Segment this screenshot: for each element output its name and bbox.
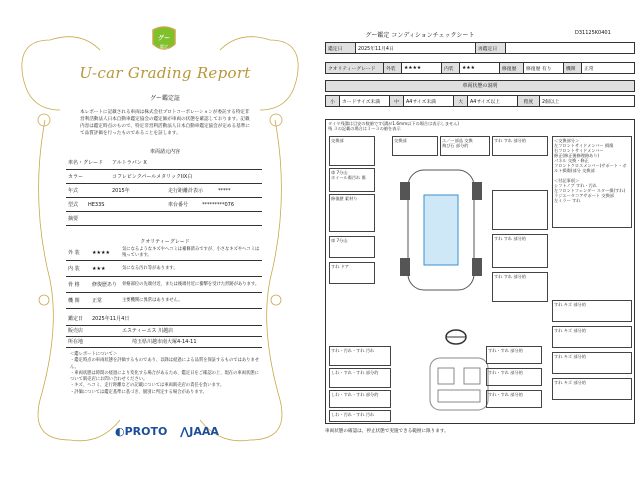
notes-text: ＜鑑レポートについて＞ ・鑑定時点の車両状態を評価するものであり、以降は経過による品質を保証するものではありません。 ・車両状態は時間の経過により変化する場合があるため、鑑定日をご確認の上、現在の車両状態について販売店にお問い合わせください。 ・キズ、ヘコミ、走行距離などの記載については車両販売店の責任を負います。 ・評価については鑑定基準に基づき、個別に判定する場合があります。 (70, 352, 260, 395)
side-notes: ＜交換部分＞ 左フロントサイドメンバー 損傷 右フロントサイドメンバー 修正(修正後修理跡あり) パネル 交換・修正 フロントクロスメンバー(サポート・ボルト損傷)部分 交換部 ＜付記事項＞ シフトノブ すれ・汚れ 左フロントフェンダー スター損(すれ) ラジエータコアサポート 交換部 左ミラー すれ (554, 138, 627, 203)
svg-text:グー: グー (157, 35, 171, 42)
label-interior-r3: すれ・すれ 部分的 (488, 392, 523, 397)
label-left-tire: 車 7分山 ホイール傷汚れ 傷 (331, 170, 366, 180)
label-left-back: 車 7分山 (331, 238, 348, 243)
row-location: 所在地 埼玉県川越市南大塚4-14-11 (66, 337, 262, 348)
row-name: 車名・グレード アルトラパン X (66, 157, 262, 170)
report-subtitle: グー鑑定証 (149, 95, 180, 102)
quality-row-exterior: 外 装 ★★★★ 気になるようなキズやヘコミは補修済みですが、小さなキズやヘコミは残っています。 (66, 245, 262, 261)
label-right-corner: すれ すれ 部分的 (494, 138, 526, 143)
tire-note: タイヤ残溝は目安の数値です(溝が1.6mm以下の場合は表示しません) (328, 121, 460, 126)
footer-note: 車両状態の確認は、停止状態で実施できる範囲に限ります。 (325, 429, 449, 434)
car-top-view (386, 160, 496, 300)
label-right-back: すれ すれ 部分的 (494, 236, 526, 241)
tire-note2: 残 ３の記載の場合は１～３の値を表示 (328, 126, 401, 131)
row-color: カラー コフレピンクパールメタリックIIX白 (66, 171, 262, 184)
row-shop: 販売店 エスティーエス 川越店 (66, 326, 262, 337)
label-right-list-1: すれ キズ 部分的 (554, 302, 586, 307)
date-table: 鑑定日 2025年11月4日 再鑑定日 (325, 42, 635, 54)
jaaa-logo: ⋀JAAA (180, 425, 219, 438)
label-interior-2: しわ・すれ・すれ 部分的 (331, 370, 379, 375)
label-right-bottom: すれ すれ 部分的 (494, 274, 526, 279)
label-front-right: エ／ー部品 交換 飛び石 部分的 (442, 138, 473, 148)
row-year: 年式 2015年 走行距離計表示 ***** (66, 185, 262, 198)
label-left-middle: 修復歴 素材り (331, 196, 358, 201)
label-interior-4: しわ・汚れ・すれ 汚れ (331, 412, 375, 417)
row-model: 型式 HE33S 車台番号 *********076 (66, 199, 262, 212)
label-right-list-4: すれ キズ 部分的 (554, 380, 586, 385)
proto-logo: ◐PROTO (115, 425, 168, 438)
row-note: 摘要 (66, 213, 262, 226)
doc-id: D31125K0401 (575, 30, 611, 36)
label-right-list-3: すれ キズ 部分的 (554, 354, 586, 359)
quality-row-interior: 内 装 ★★★ 気になる汚れ等があります。 (66, 261, 262, 277)
state-header: 車両状態の説明 (325, 80, 635, 92)
label-right-list-2: すれ キズ 部分的 (554, 328, 586, 333)
quality-row-engine: 機 関 正常 主要機関に異常はありません。 (66, 293, 262, 309)
condition-diagram (325, 119, 635, 424)
row-date: 鑑定日 2025年11月4日 (66, 313, 262, 326)
report-title: U-car Grading Report (79, 64, 251, 82)
label-interior-r2: すれ・すれ 部分的 (488, 370, 523, 375)
label-front-center: 交換部 (394, 138, 407, 143)
steering-wheel-icon (444, 328, 468, 346)
label-left-bottom: すれ ドア (331, 264, 349, 269)
quality-section-title: クオリティーグレード (140, 239, 190, 245)
label-front-left: 交換部 (331, 138, 344, 143)
interior-view (424, 354, 494, 414)
sheet-title: グー鑑定 コンディションチェックシート (365, 32, 475, 39)
goo-seal-logo (150, 24, 178, 54)
vehicle-section-title: 車両諸元内容 (149, 149, 180, 155)
quality-row-frame: 骨 格 修復歴あり 骨格部位の先端付近、または後端付近に衝撃を受けた形跡があります。 (66, 277, 262, 293)
intro-text: 本レポートに記載される車両は株式会社プロトコーポレーションが委託する特定非営利活動法人日本自動車鑑定協会の鑑定師が車両の状態を確認しております。記載内容は鑑定時点のもので、特定非営利活動法人日本自動車鑑定協会が定める基準にて品質評価を行ったものであることを証します。 (80, 110, 250, 136)
label-interior-r1: すれ・すれ 部分的 (488, 348, 523, 353)
grade-table: クオリティーグレード 外装 ★★★★ 内装 ★★★ 修復歴 修復歴 有り 機関 正常 (325, 62, 635, 74)
svg-text:鑑定: 鑑定 (160, 44, 168, 49)
label-interior-3: しわ・すれ・すれ 部分的 (331, 392, 379, 397)
label-interior-1: すれ・汚れ・すれ 汚れ (331, 348, 375, 353)
size-table: 小 カードサイズ未満 中 A4サイズ未満 大 A4サイズ以上 程度 2個以上 (325, 95, 635, 107)
